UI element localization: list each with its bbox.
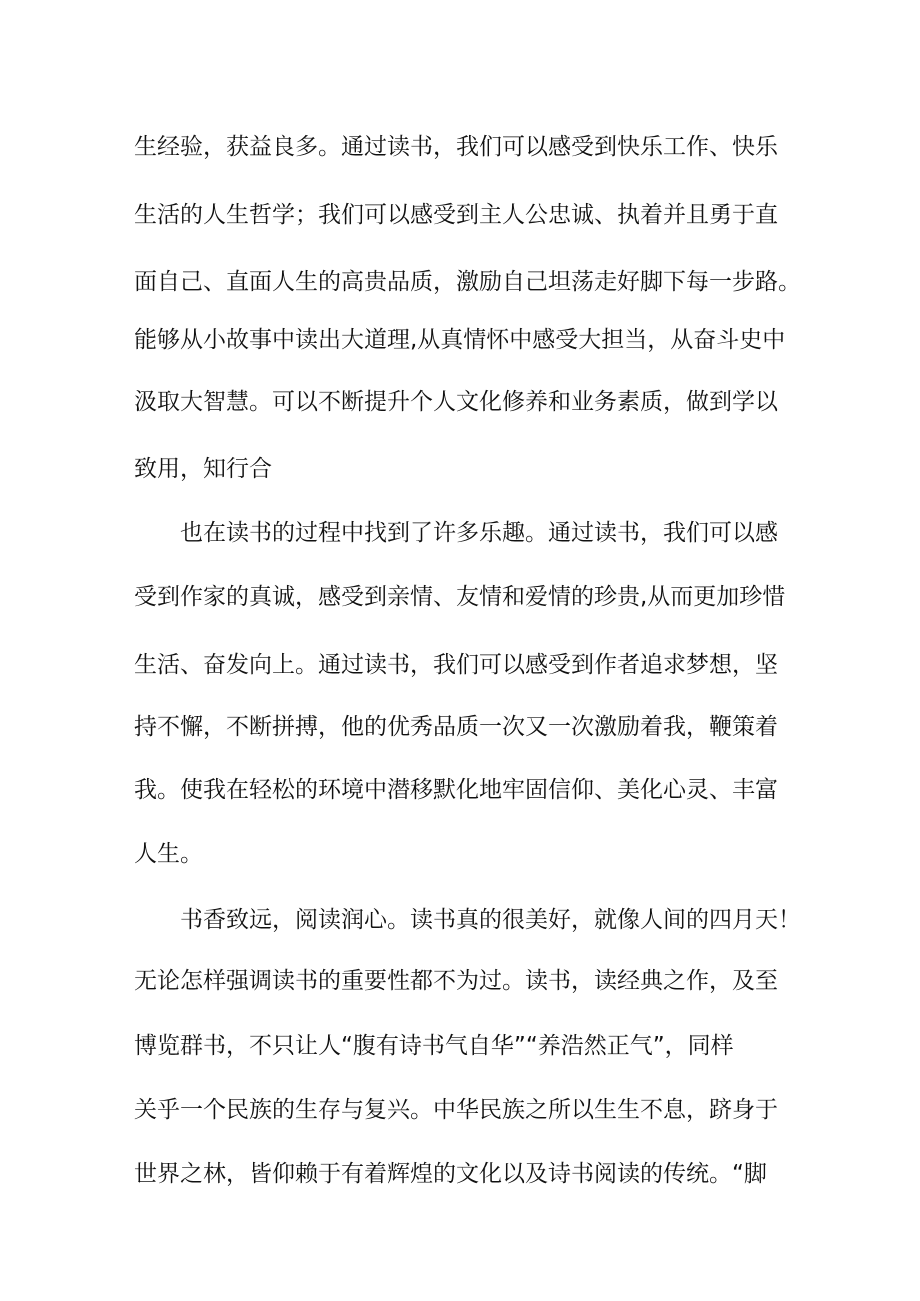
paragraph-1-line-1: 生经验，获益良多。通过读书，我们可以感受到快乐工作、快乐 [134, 134, 778, 160]
paragraph-1-line-6: 致用，知行合 [134, 456, 272, 482]
paragraph-3-line-2: 无论怎样强调读书的重要性都不为过。读书，读经典之作，及至 [134, 968, 778, 994]
paragraph-1-line-5: 汲取大智慧。可以不断提升个人文化修养和业务素质，做到学以 [134, 389, 778, 415]
paragraph-3-line-5: 世界之林，皆仰赖于有着辉煌的文化以及诗书阅读的传统。“脚 [134, 1161, 767, 1187]
paragraph-2-line-6: 人生。 [134, 841, 203, 867]
paragraph-3-line-4: 关乎一个民族的生存与复兴。中华民族之所以生生不息，跻身于 [134, 1097, 778, 1123]
paragraph-2-line-1: 也在读书的过程中找到了许多乐趣。通过读书，我们可以感 [180, 520, 778, 546]
paragraph-2-line-4: 持不懈，不断拼搏，他的优秀品质一次又一次激励着我，鞭策着 [134, 714, 778, 740]
paragraph-2-line-5: 我。使我在轻松的环境中潜移默化地牢固信仰、美化心灵、丰富 [134, 777, 778, 803]
paragraph-2-line-2: 受到作家的真诚，感受到亲情、友情和爱情的珍贵,从而更加珍惜 [134, 584, 786, 610]
paragraph-1-line-4: 能够从小故事中读出大道理,从真情怀中感受大担当，从奋斗史中 [134, 327, 786, 353]
paragraph-1-line-2: 生活的人生哲学；我们可以感受到主人公忠诚、执着并且勇于直 [134, 202, 778, 228]
paragraph-3-line-1: 书香致远，阅读润心。读书真的很美好，就像人间的四月天！ [180, 907, 801, 933]
paragraph-1-line-3: 面自己、直面人生的高贵品质，激励自己坦荡走好脚下每一步路。 [134, 269, 801, 295]
paragraph-3-line-3: 博览群书，不只让人“腹有诗书气自华”“养浩然正气”，同样 [134, 1033, 734, 1059]
paragraph-2-line-3: 生活、奋发向上。通过读书，我们可以感受到作者追求梦想，坚 [134, 652, 778, 678]
